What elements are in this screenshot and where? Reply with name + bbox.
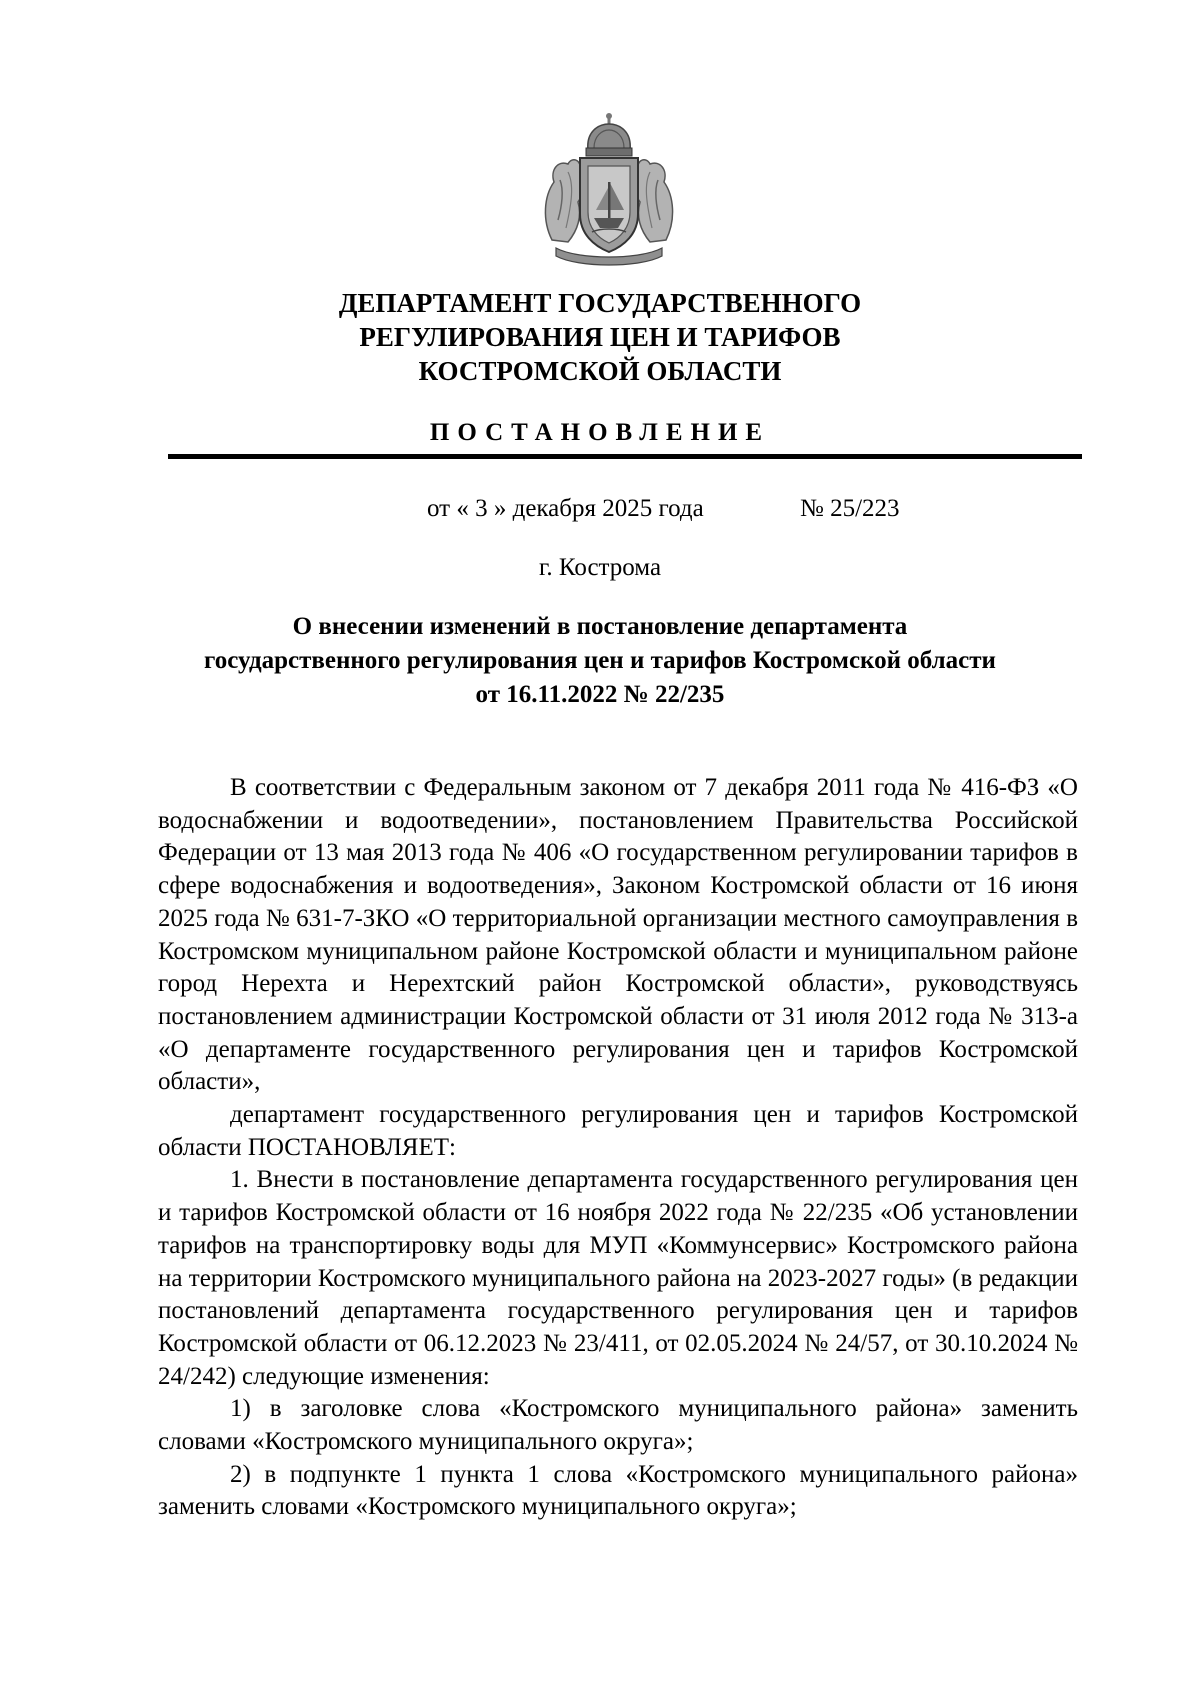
department-title-line: РЕГУЛИРОВАНИЯ ЦЕН И ТАРИФОВ: [359, 322, 841, 352]
decree-subject-line: О внесении изменений в постановление департамента: [292, 613, 908, 640]
decree-title: ПОСТАНОВЛЕНИЕ: [429, 419, 771, 446]
decree-number: № 25/223: [800, 495, 900, 522]
decree-date: от « 3 » декабря 2025 года: [427, 495, 704, 522]
department-title: [0, 286, 1200, 388]
department-title-line: ДЕПАРТАМЕНТ ГОСУДАРСТВЕННОГО: [338, 288, 862, 318]
body-paragraph: 2) в подпункте 1 пункта 1 слова «Костромского муниципального района» заменить словами «Костромского муниципального округа»;: [158, 1460, 1078, 1521]
decree-city: г. Кострома: [538, 554, 662, 581]
header-divider: [168, 454, 1082, 459]
department-title-line: КОСТРОМСКОЙ ОБЛАСТИ: [418, 356, 782, 386]
body-paragraph: департамент государственного регулирования цен и тарифов Костромской области ПОСТАНОВЛЯЕТ:: [158, 1101, 1078, 1161]
body-paragraph: 1) в заголовке слова «Костромского муниципального района» заменить словами «Костромского муниципального округа»;: [158, 1395, 1078, 1456]
decree-subject-line: от 16.11.2022 № 22/235: [475, 681, 725, 708]
kostroma-coat-of-arms-icon: [538, 110, 680, 268]
decree-body: [158, 772, 1078, 1524]
body-paragraph: В соответствии с Федеральным законом от 7 декабря 2011 года № 416-ФЗ «О водоснабжении и водоотведении», постановлением Правительства Российской Федерации от 13 мая 2013 года № 406 «О государственном регулировании тарифов в сфере водоснабжения и водоотведения», Законом Костромской области от 16 июня 2025 года № 631-7-ЗКО «О территориальной организации местного самоуправления в Костромском муниципальном районе Костромской области и муниципальном районе город Нерехта и Нерехтский район Костромской области», руководствуясь постановлением администрации Костромской области от 31 июля 2012 года № 313-а «О департаменте государственного регулирования цен и тарифов Костромской области»,: [158, 774, 1078, 1096]
body-paragraph: 1. Внести в постановление департамента государственного регулирования цен и тарифов Костромской области от 16 ноября 2022 года № 22/235 «Об установлении тарифов на транспортировку воды для МУП «Коммунсервис» Костромского района на территории Костромского муниципального района на 2023-2027 годы» (в редакции постановлений департамента государственного регулирования цен и тарифов Костромской области от 06.12.2023 № 23/411, от 02.05.2024 № 24/57, от 30.10.2024 № 24/242) следующие изменения:: [158, 1166, 1078, 1390]
decree-subject: [0, 610, 1200, 712]
decree-subject-line: государственного регулирования цен и тарифов Костромской области: [204, 647, 996, 674]
